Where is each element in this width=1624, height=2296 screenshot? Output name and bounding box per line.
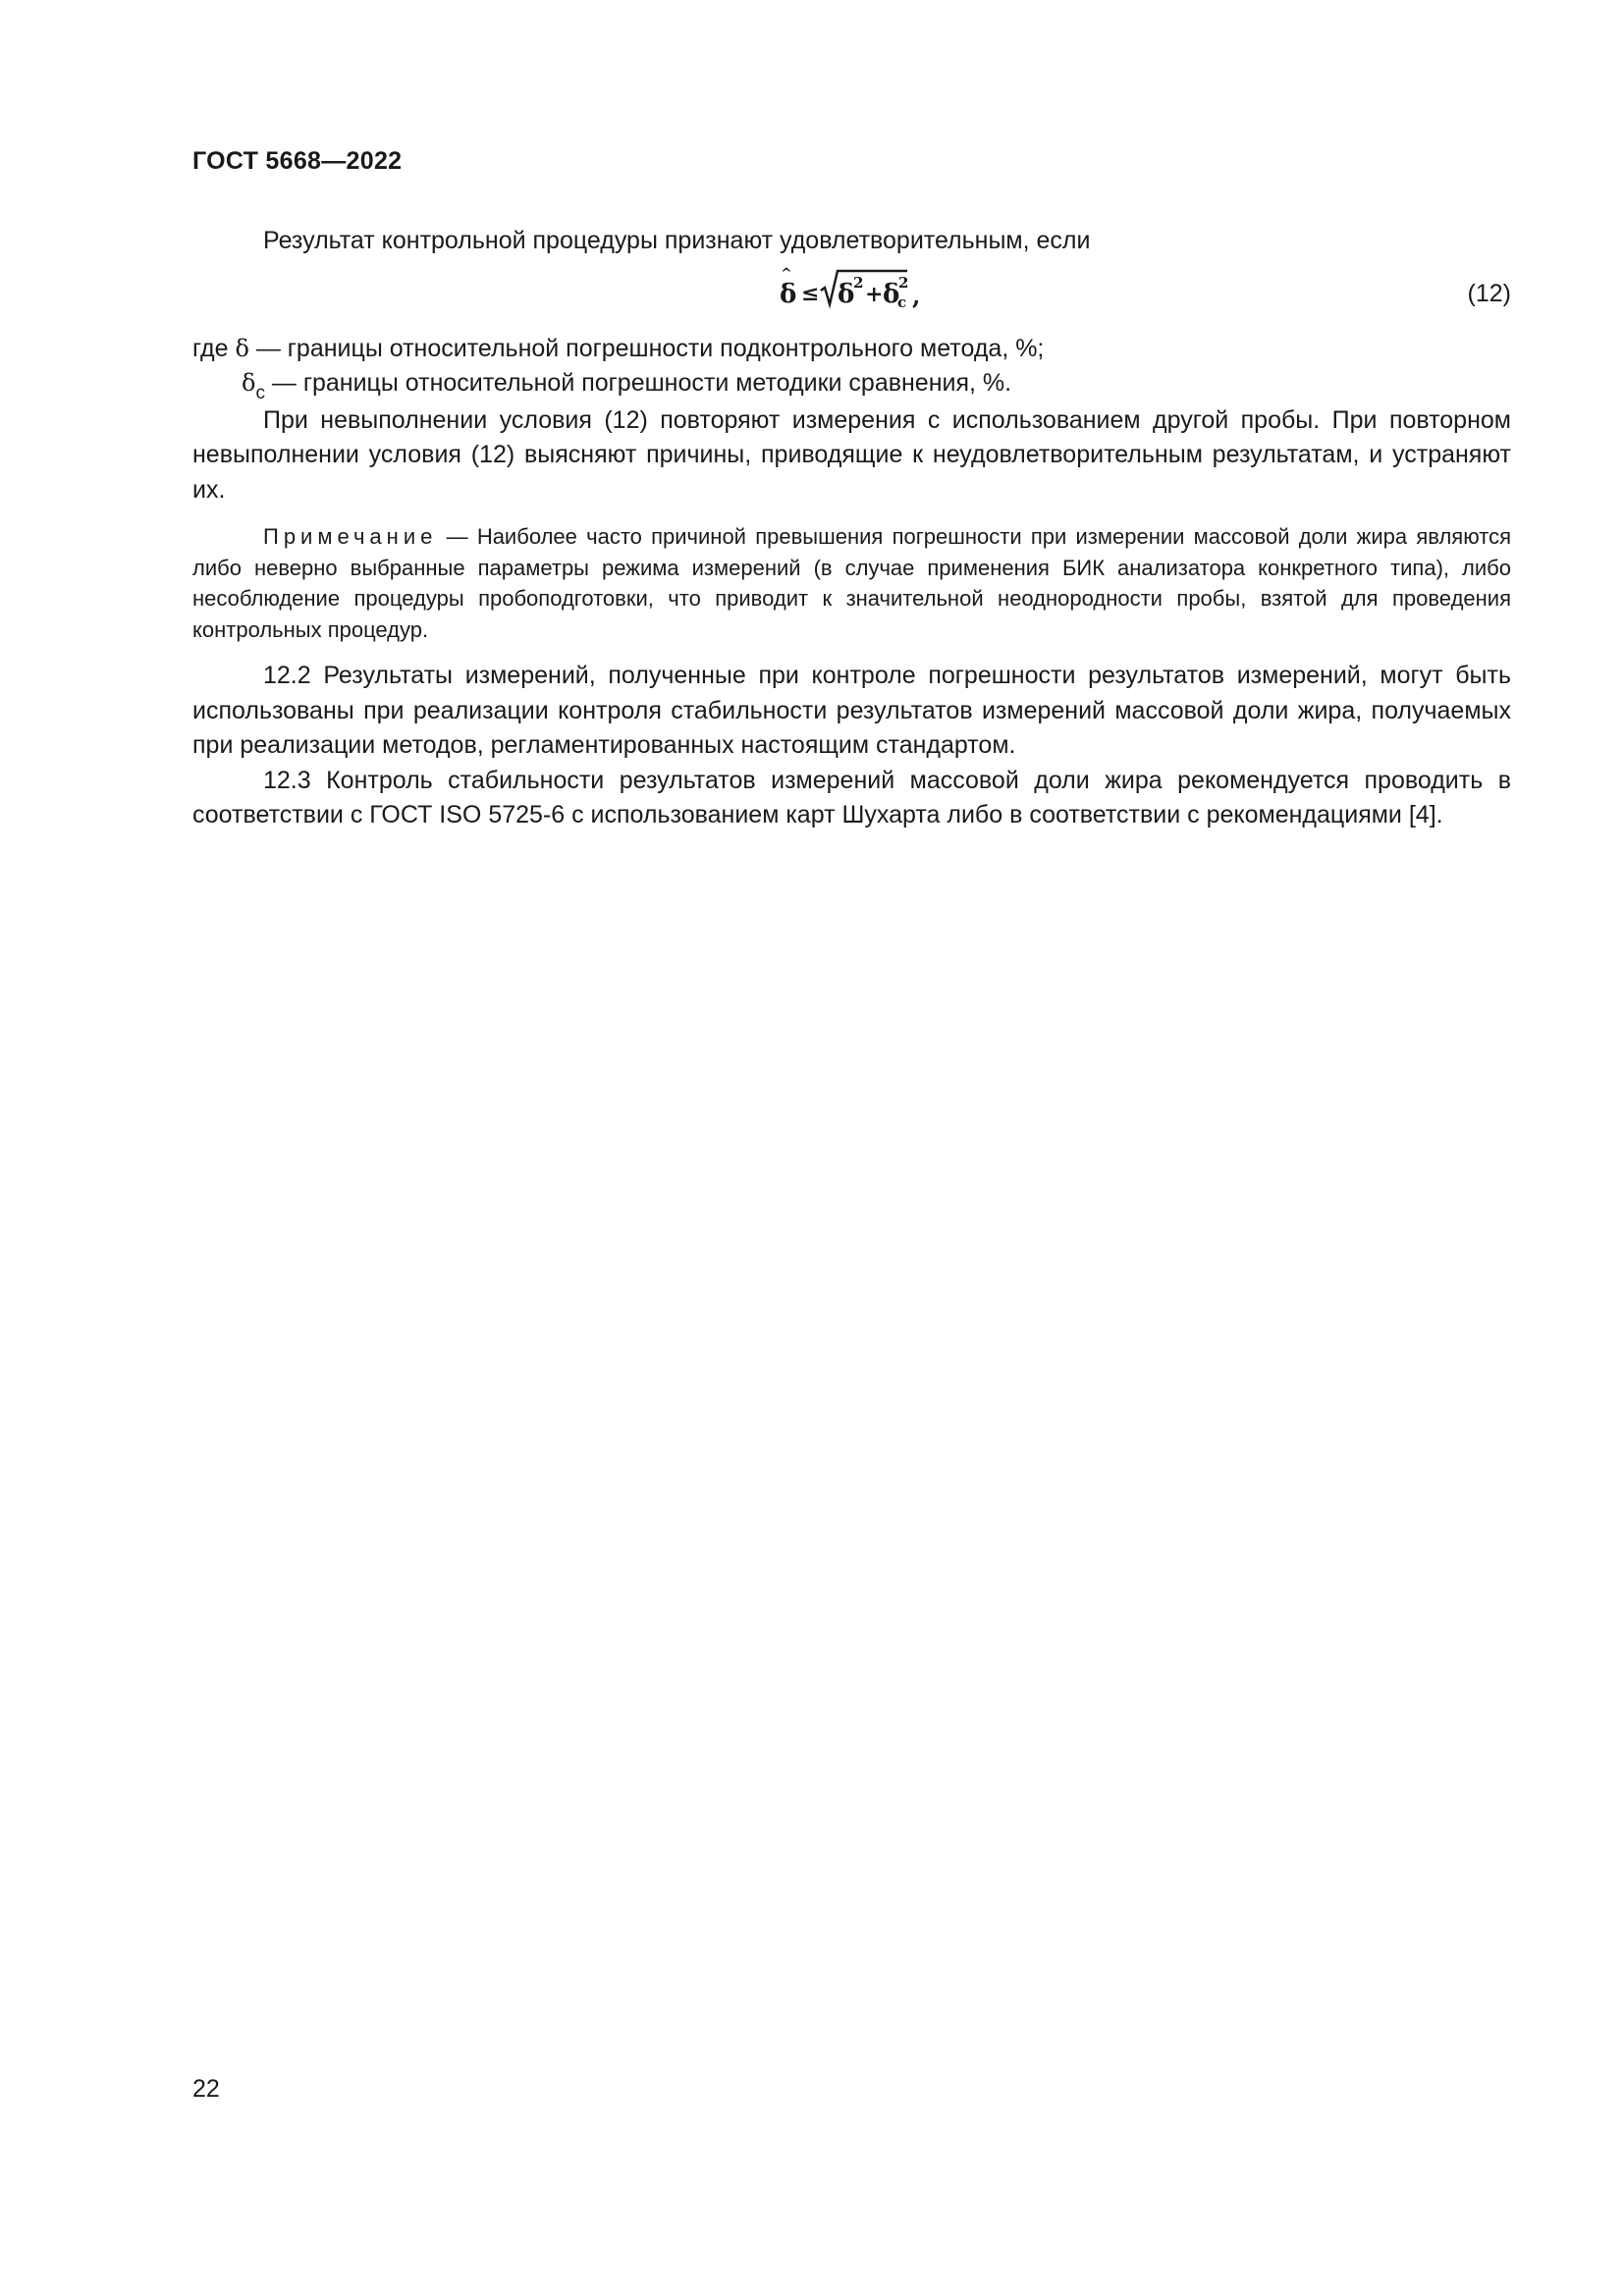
- document-header: ГОСТ 5668—2022: [192, 147, 403, 175]
- formula-sub-c: c: [897, 293, 907, 311]
- definition-row: [192, 332, 1511, 367]
- intro-paragraph: Результат контрольной процедуры признают удовлетворительным, если: [263, 227, 1091, 254]
- formula-12: [778, 263, 935, 322]
- formula-comma: ,: [912, 281, 921, 310]
- formula-delta-c: δ: [883, 279, 900, 309]
- note-block: [192, 521, 1511, 645]
- definition-text: — границы относительной погрешности методики сравнения, %.: [264, 369, 1012, 397]
- definition-symbol: δ: [242, 369, 256, 397]
- definition-row: [192, 366, 1511, 403]
- paragraph-12-3: 12.3 Контроль стабильности результатов измерений массовой доли жира рекомендуется проводить в соответствии с ГОСТ ISO 5725-6 с использованием карт Шухарта либо в соответствии с рекомендациями [4].: [192, 766, 1511, 828]
- page-number: 22: [192, 2075, 220, 2103]
- formula-delta-hat: δ: [780, 279, 797, 309]
- repeat-paragraph: При невыполнении условия (12) повторяют измерения с использованием другой пробы. При повторном невыполнении условия (12) выясняют причины, приводящие к неудовлетворительным результатам, и устраняют их.: [192, 405, 1511, 504]
- definition-symbol: δ: [235, 334, 249, 362]
- formula-number: (12): [1467, 279, 1511, 307]
- formula-delta: δ: [838, 279, 855, 309]
- formula-sup-2a: 2: [853, 273, 864, 292]
- definition-subscript: с: [255, 383, 265, 403]
- document-body: [192, 224, 1511, 833]
- note-dash: —: [437, 524, 477, 549]
- formula-plus: +: [865, 281, 884, 307]
- paragraph-12-2: 12.2 Результаты измерений, полученные при контроле погрешности результатов измерений, могут быть использованы при реализации контроля стабильности результатов измерений массовой доли жира, получаемых при реализации методов, регламентированных настоящим стандартом.: [192, 662, 1511, 759]
- formula-hat: ^: [781, 265, 792, 282]
- formula-leq: ≤: [801, 280, 820, 306]
- formula-row: [192, 263, 1511, 322]
- formula-sup-2b: 2: [898, 273, 909, 292]
- note-text: Наиболее часто причиной превышения погрешности при измерении массовой доли жира являются либо неверно выбранные параметры режима измерений (в случае применения БИК анализатора конкретного типа), либо несоблюдение процедуры пробоподготовки, что приводит к значительной неоднородности пробы, взятой для проведения контрольных процедур.: [192, 524, 1511, 642]
- note-label: Примечание: [263, 524, 438, 549]
- definition-prefix: где: [192, 334, 229, 362]
- definition-text: — границы относительной погрешности подконтрольного метода, %;: [248, 334, 1045, 362]
